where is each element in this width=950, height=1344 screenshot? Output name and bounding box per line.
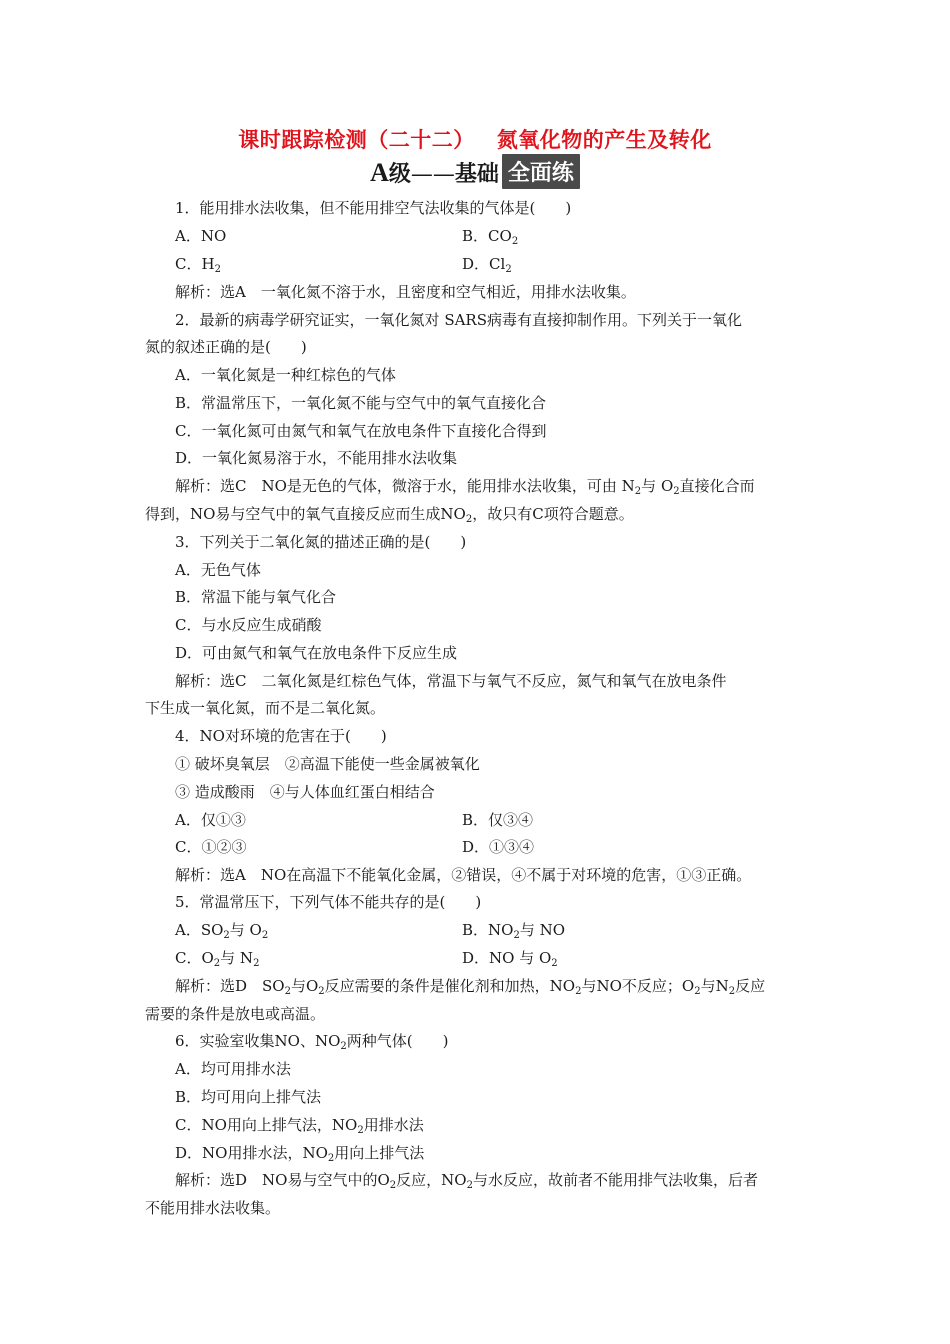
- q2-stem-line2: 氮的叙述正确的是( ): [145, 338, 307, 356]
- q5-analysis-line1: 解析：选D $SO_2$与$O_2$反应需要的条件是催化剂和加热，$NO_2$与NO不反应；$O_2$与$N_2$反应: [175, 977, 766, 997]
- q6-option-c: C．NO用向上排气法，$NO_2$用排水法: [175, 1116, 424, 1136]
- q4-option-d: D．①③④: [462, 838, 535, 856]
- q4-analysis: 解析：选A NO在高温下不能氧化金属，②错误，④不属于对环境的危害，①③正确。: [175, 866, 752, 884]
- q4-option-c: C．①②③: [175, 838, 247, 856]
- q1-option-a: A．NO: [175, 227, 227, 245]
- q6-option-d: D．NO用排水法，$NO_2$用向上排气法: [175, 1144, 425, 1164]
- q1-option-d: D．$Cl_2$: [462, 255, 512, 275]
- q4-choices-line2: ③ 造成酸雨 ④与人体血红蛋白相结合: [175, 783, 435, 801]
- q5-stem: 5．常温常压下，下列气体不能共存的是( ): [175, 893, 482, 911]
- q3-analysis-line2: 下生成一氧化氮，而不是二氧化氮。: [145, 699, 386, 717]
- q5-analysis-line2: 需要的条件是放电或高温。: [145, 1005, 326, 1023]
- q1-option-c: C．$H_2$: [175, 255, 221, 275]
- q2-option-a: A．一氧化氮是一种红棕色的气体: [175, 366, 396, 384]
- title-part2: 氮氧化物的产生及转化: [496, 128, 712, 152]
- q2-option-d: D．一氧化氮易溶于水，不能用排水法收集: [175, 449, 458, 467]
- q2-analysis-line2: 得到，NO易与空气中的氧气直接反应而生成$NO_2$，故只有C项符合题意。: [145, 505, 634, 525]
- q5-option-b: B．$NO_2$与 NO: [462, 921, 566, 941]
- q4-option-a: A．仅①③: [175, 811, 246, 829]
- level-letter: A: [370, 158, 389, 187]
- title-part1: 课时跟踪检测（二十二）: [238, 128, 475, 152]
- level-text: 级: [388, 161, 411, 187]
- q2-stem-line1: 2．最新的病毒学研究证实，一氧化氮对 SARS病毒有直接抑制作用。下列关于一氧化: [175, 311, 742, 329]
- q5-option-c: C．$O_2$与 $N_2$: [175, 949, 260, 969]
- q1-analysis: 解析：选A 一氧化氮不溶于水，且密度和空气相近，用排水法收集。: [175, 283, 636, 301]
- q4-stem: 4．NO对环境的危害在于( ): [175, 727, 387, 745]
- q2-analysis-line1: 解析：选C NO是无色的气体，微溶于水，能用排水法收集，可由 $N_2$与 $O_2$直接化合而: [175, 477, 755, 497]
- q2-option-c: C．一氧化氮可由氮气和氧气在放电条件下直接化合得到: [175, 422, 547, 440]
- q5-option-a: A．$SO_2$与 $O_2$: [175, 921, 269, 941]
- q1-option-b: B．$CO_2$: [462, 227, 519, 247]
- q6-option-b: B．均可用向上排气法: [175, 1088, 322, 1106]
- q6-analysis-line2: 不能用排水法收集。: [145, 1199, 281, 1217]
- q3-option-a: A．无色气体: [175, 561, 261, 579]
- level-dash: ——: [410, 162, 455, 187]
- q3-stem: 3．下列关于二氧化氮的描述正确的是( ): [175, 533, 467, 551]
- q2-option-b: B．常温常压下，一氧化氮不能与空气中的氧气直接化合: [175, 394, 547, 412]
- level-badge: 全面练: [502, 154, 580, 189]
- level-word: 基础: [454, 161, 499, 187]
- page-title: [0, 124, 950, 154]
- q6-analysis-line1: 解析：选D NO易与空气中的$O_2$反应，$NO_2$与水反应，故前者不能用排气法收集，后者: [175, 1171, 758, 1191]
- q6-option-a: A．均可用排水法: [175, 1060, 291, 1078]
- q1-stem: 1．能用排水法收集，但不能用排空气法收集的气体是( ): [175, 199, 572, 217]
- q6-stem: 6．实验室收集NO、$NO_2$两种气体( ): [175, 1032, 449, 1052]
- level-heading: [0, 154, 950, 189]
- q4-choices-line1: ① 破坏臭氧层 ②高温下能使一些金属被氧化: [175, 755, 480, 773]
- q4-option-b: B．仅③④: [462, 811, 534, 829]
- q5-option-d: D．NO 与 $O_2$: [462, 949, 558, 969]
- q3-option-c: C．与水反应生成硝酸: [175, 616, 322, 634]
- q3-option-d: D．可由氮气和氧气在放电条件下反应生成: [175, 644, 458, 662]
- q3-analysis-line1: 解析：选C 二氧化氮是红棕色气体，常温下与氧气不反应，氮气和氧气在放电条件: [175, 672, 727, 690]
- q3-option-b: B．常温下能与氧气化合: [175, 588, 337, 606]
